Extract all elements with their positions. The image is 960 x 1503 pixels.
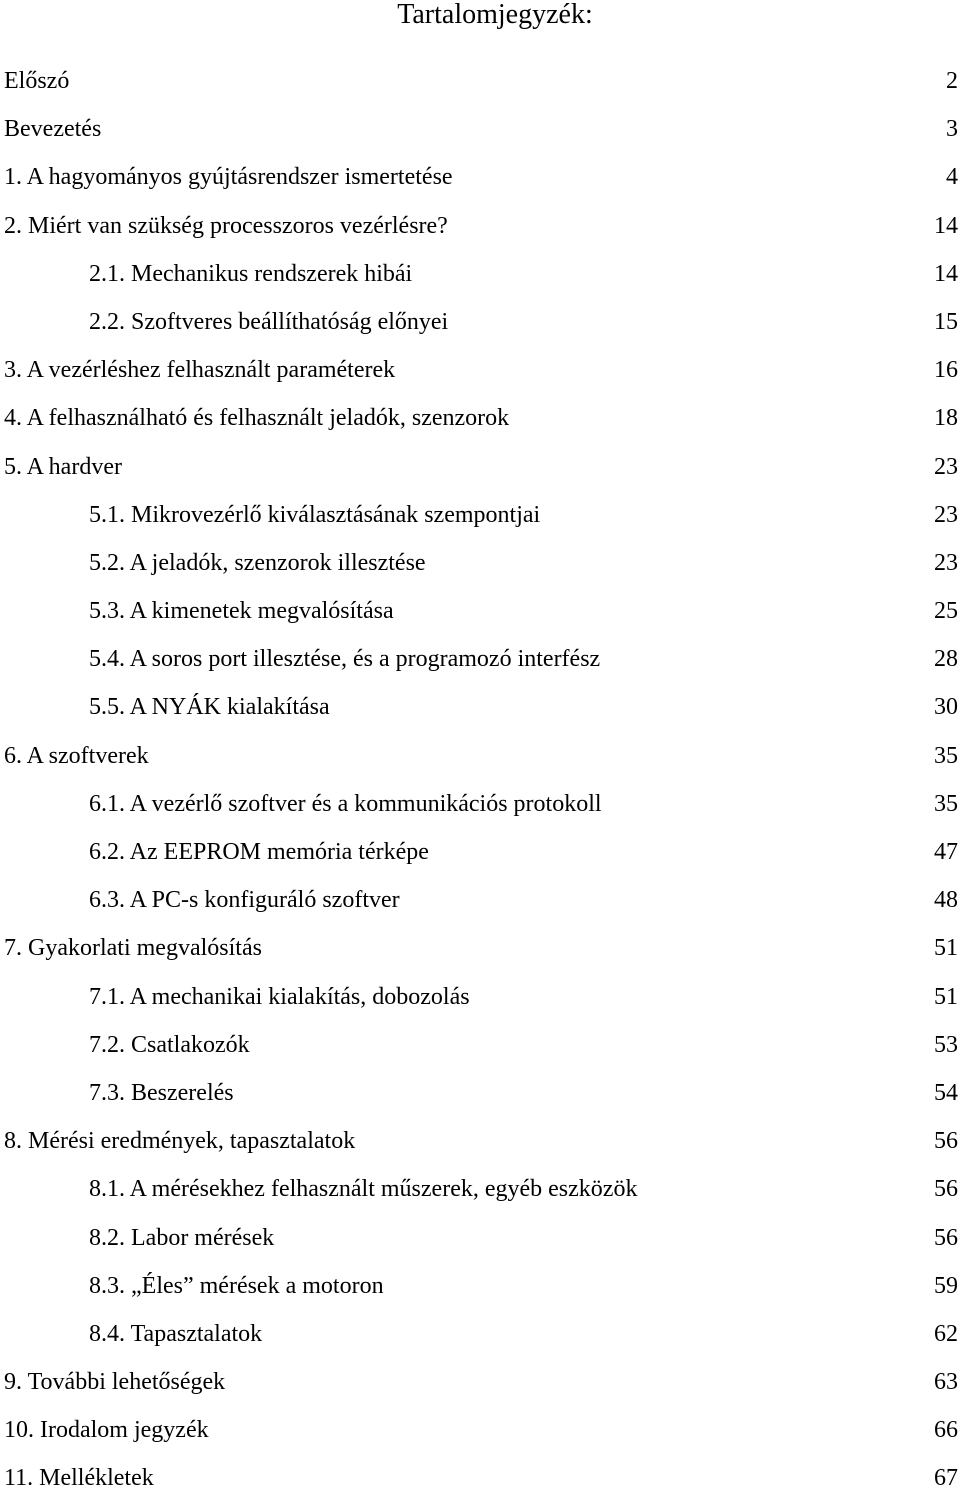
toc-entry-page-number: 62	[934, 1320, 958, 1347]
toc-entry-title: 6.1. A vezérlő szoftver és a kommunikációs protokoll	[89, 790, 602, 817]
toc-entry-title: 5.5. A NYÁK kialakítása	[89, 694, 330, 721]
toc-entry-page-number: 51	[934, 983, 958, 1010]
toc-entry	[0, 828, 960, 876]
toc-entry-page-number: 30	[934, 694, 958, 721]
toc-entry-title: 8.1. A mérésekhez felhasznált műszerek, egyéb eszközök	[89, 1176, 638, 1203]
table-of-contents	[0, 57, 960, 1503]
toc-entry	[0, 153, 960, 201]
toc-entry-page-number: 16	[934, 357, 958, 384]
toc-entry	[0, 924, 960, 972]
toc-entry-page-number: 66	[934, 1417, 958, 1444]
page-title: Tartalomjegyzék:	[397, 0, 593, 30]
toc-entry	[0, 202, 960, 250]
toc-entry	[0, 1117, 960, 1165]
toc-entry-page-number: 59	[934, 1272, 958, 1299]
toc-entry	[0, 1069, 960, 1117]
toc-entry-page-number: 54	[934, 1079, 958, 1106]
toc-entry-title: 9. További lehetőségek	[4, 1369, 226, 1396]
toc-entry-title: 10. Irodalom jegyzék	[4, 1417, 209, 1444]
toc-entry-title: 1. A hagyományos gyújtásrendszer ismertetése	[4, 164, 453, 191]
toc-entry-page-number: 15	[934, 308, 958, 335]
toc-entry-title: 8.2. Labor mérések	[89, 1224, 275, 1251]
toc-entry-page-number: 25	[934, 598, 958, 625]
toc-entry	[0, 683, 960, 731]
toc-entry	[0, 1358, 960, 1406]
toc-entry-page-number: 28	[934, 646, 958, 673]
toc-entry	[0, 1310, 960, 1358]
toc-entry-title: Előszó	[4, 68, 70, 94]
toc-entry	[0, 973, 960, 1021]
toc-entry-page-number: 23	[934, 549, 958, 576]
toc-entry-page-number: 2	[946, 68, 958, 94]
toc-entry-title: 5.1. Mikrovezérlő kiválasztásának szempontjai	[89, 501, 541, 528]
toc-entry	[0, 1454, 960, 1502]
toc-entry-page-number: 56	[934, 1128, 958, 1155]
toc-entry-title: 5.2. A jeladók, szenzorok illesztése	[89, 549, 426, 576]
toc-entry-title: 8.4. Tapasztalatok	[89, 1320, 263, 1347]
toc-entry-page-number: 35	[934, 790, 958, 817]
toc-entry-title: 2.1. Mechanikus rendszerek hibái	[89, 260, 413, 287]
toc-entry-page-number: 23	[934, 501, 958, 528]
toc-entry-page-number: 63	[934, 1369, 958, 1396]
toc-entry-page-number: 56	[934, 1224, 958, 1251]
toc-entry-title: 6. A szoftverek	[4, 742, 149, 769]
toc-entry-title: 5.4. A soros port illesztése, és a programozó interfész	[89, 646, 601, 673]
toc-entry-page-number: 35	[934, 742, 958, 769]
toc-entry	[0, 1406, 960, 1454]
toc-entry-title: 11. Mellékletek	[4, 1465, 154, 1492]
toc-entry-page-number: 48	[934, 887, 958, 914]
toc-entry-page-number: 3	[946, 116, 958, 143]
toc-entry	[0, 105, 960, 153]
toc-entry-title: 2. Miért van szükség processzoros vezérlésre?	[4, 212, 448, 239]
toc-entry-title: 7.2. Csatlakozók	[89, 1031, 250, 1058]
toc-entry	[0, 57, 960, 105]
toc-entry-title: 8.3. „Éles” mérések a motoron	[89, 1272, 384, 1299]
toc-entry	[0, 491, 960, 539]
toc-entry-page-number: 56	[934, 1176, 958, 1203]
toc-entry-page-number: 14	[934, 260, 958, 287]
toc-entry	[0, 587, 960, 635]
toc-entry	[0, 876, 960, 924]
toc-entry	[0, 394, 960, 442]
toc-entry-title: 6.3. A PC-s konfiguráló szoftver	[89, 887, 400, 914]
toc-entry-title: 8. Mérési eredmények, tapasztalatok	[4, 1128, 356, 1155]
toc-entry-page-number: 51	[934, 935, 958, 962]
toc-entry	[0, 1165, 960, 1213]
toc-entry-title: 7.1. A mechanikai kialakítás, dobozolás	[89, 983, 470, 1010]
toc-entry-page-number: 23	[934, 453, 958, 480]
toc-entry	[0, 443, 960, 491]
toc-entry-title: 3. A vezérléshez felhasznált paraméterek	[4, 357, 396, 384]
toc-entry-page-number: 47	[934, 839, 958, 865]
toc-entry-page-number: 4	[946, 164, 958, 191]
toc-entry	[0, 1214, 960, 1262]
toc-entry-title: Bevezetés	[4, 116, 102, 143]
toc-entry-title: 5.3. A kimenetek megvalósítása	[89, 598, 394, 625]
toc-entry-page-number: 14	[934, 212, 958, 239]
toc-entry	[0, 1021, 960, 1069]
toc-entry-title: 7. Gyakorlati megvalósítás	[4, 935, 262, 962]
toc-entry	[0, 732, 960, 780]
toc-entry	[0, 346, 960, 394]
toc-entry	[0, 635, 960, 683]
toc-entry-title: 2.2. Szoftveres beállíthatóság előnyei	[89, 308, 449, 335]
toc-entry	[0, 780, 960, 828]
toc-entry-page-number: 53	[934, 1031, 958, 1058]
toc-entry	[0, 298, 960, 346]
toc-entry-title: 6.2. Az EEPROM memória térképe	[89, 839, 429, 865]
toc-entry-title: 7.3. Beszerelés	[89, 1079, 234, 1106]
toc-entry	[0, 1262, 960, 1310]
toc-entry-page-number: 67	[934, 1465, 958, 1492]
toc-entry-page-number: 18	[934, 405, 958, 432]
toc-entry-title: 4. A felhasználható és felhasznált jeladók, szenzorok	[4, 405, 510, 432]
toc-entry	[0, 539, 960, 587]
toc-entry	[0, 250, 960, 298]
toc-entry-title: 5. A hardver	[4, 453, 122, 480]
